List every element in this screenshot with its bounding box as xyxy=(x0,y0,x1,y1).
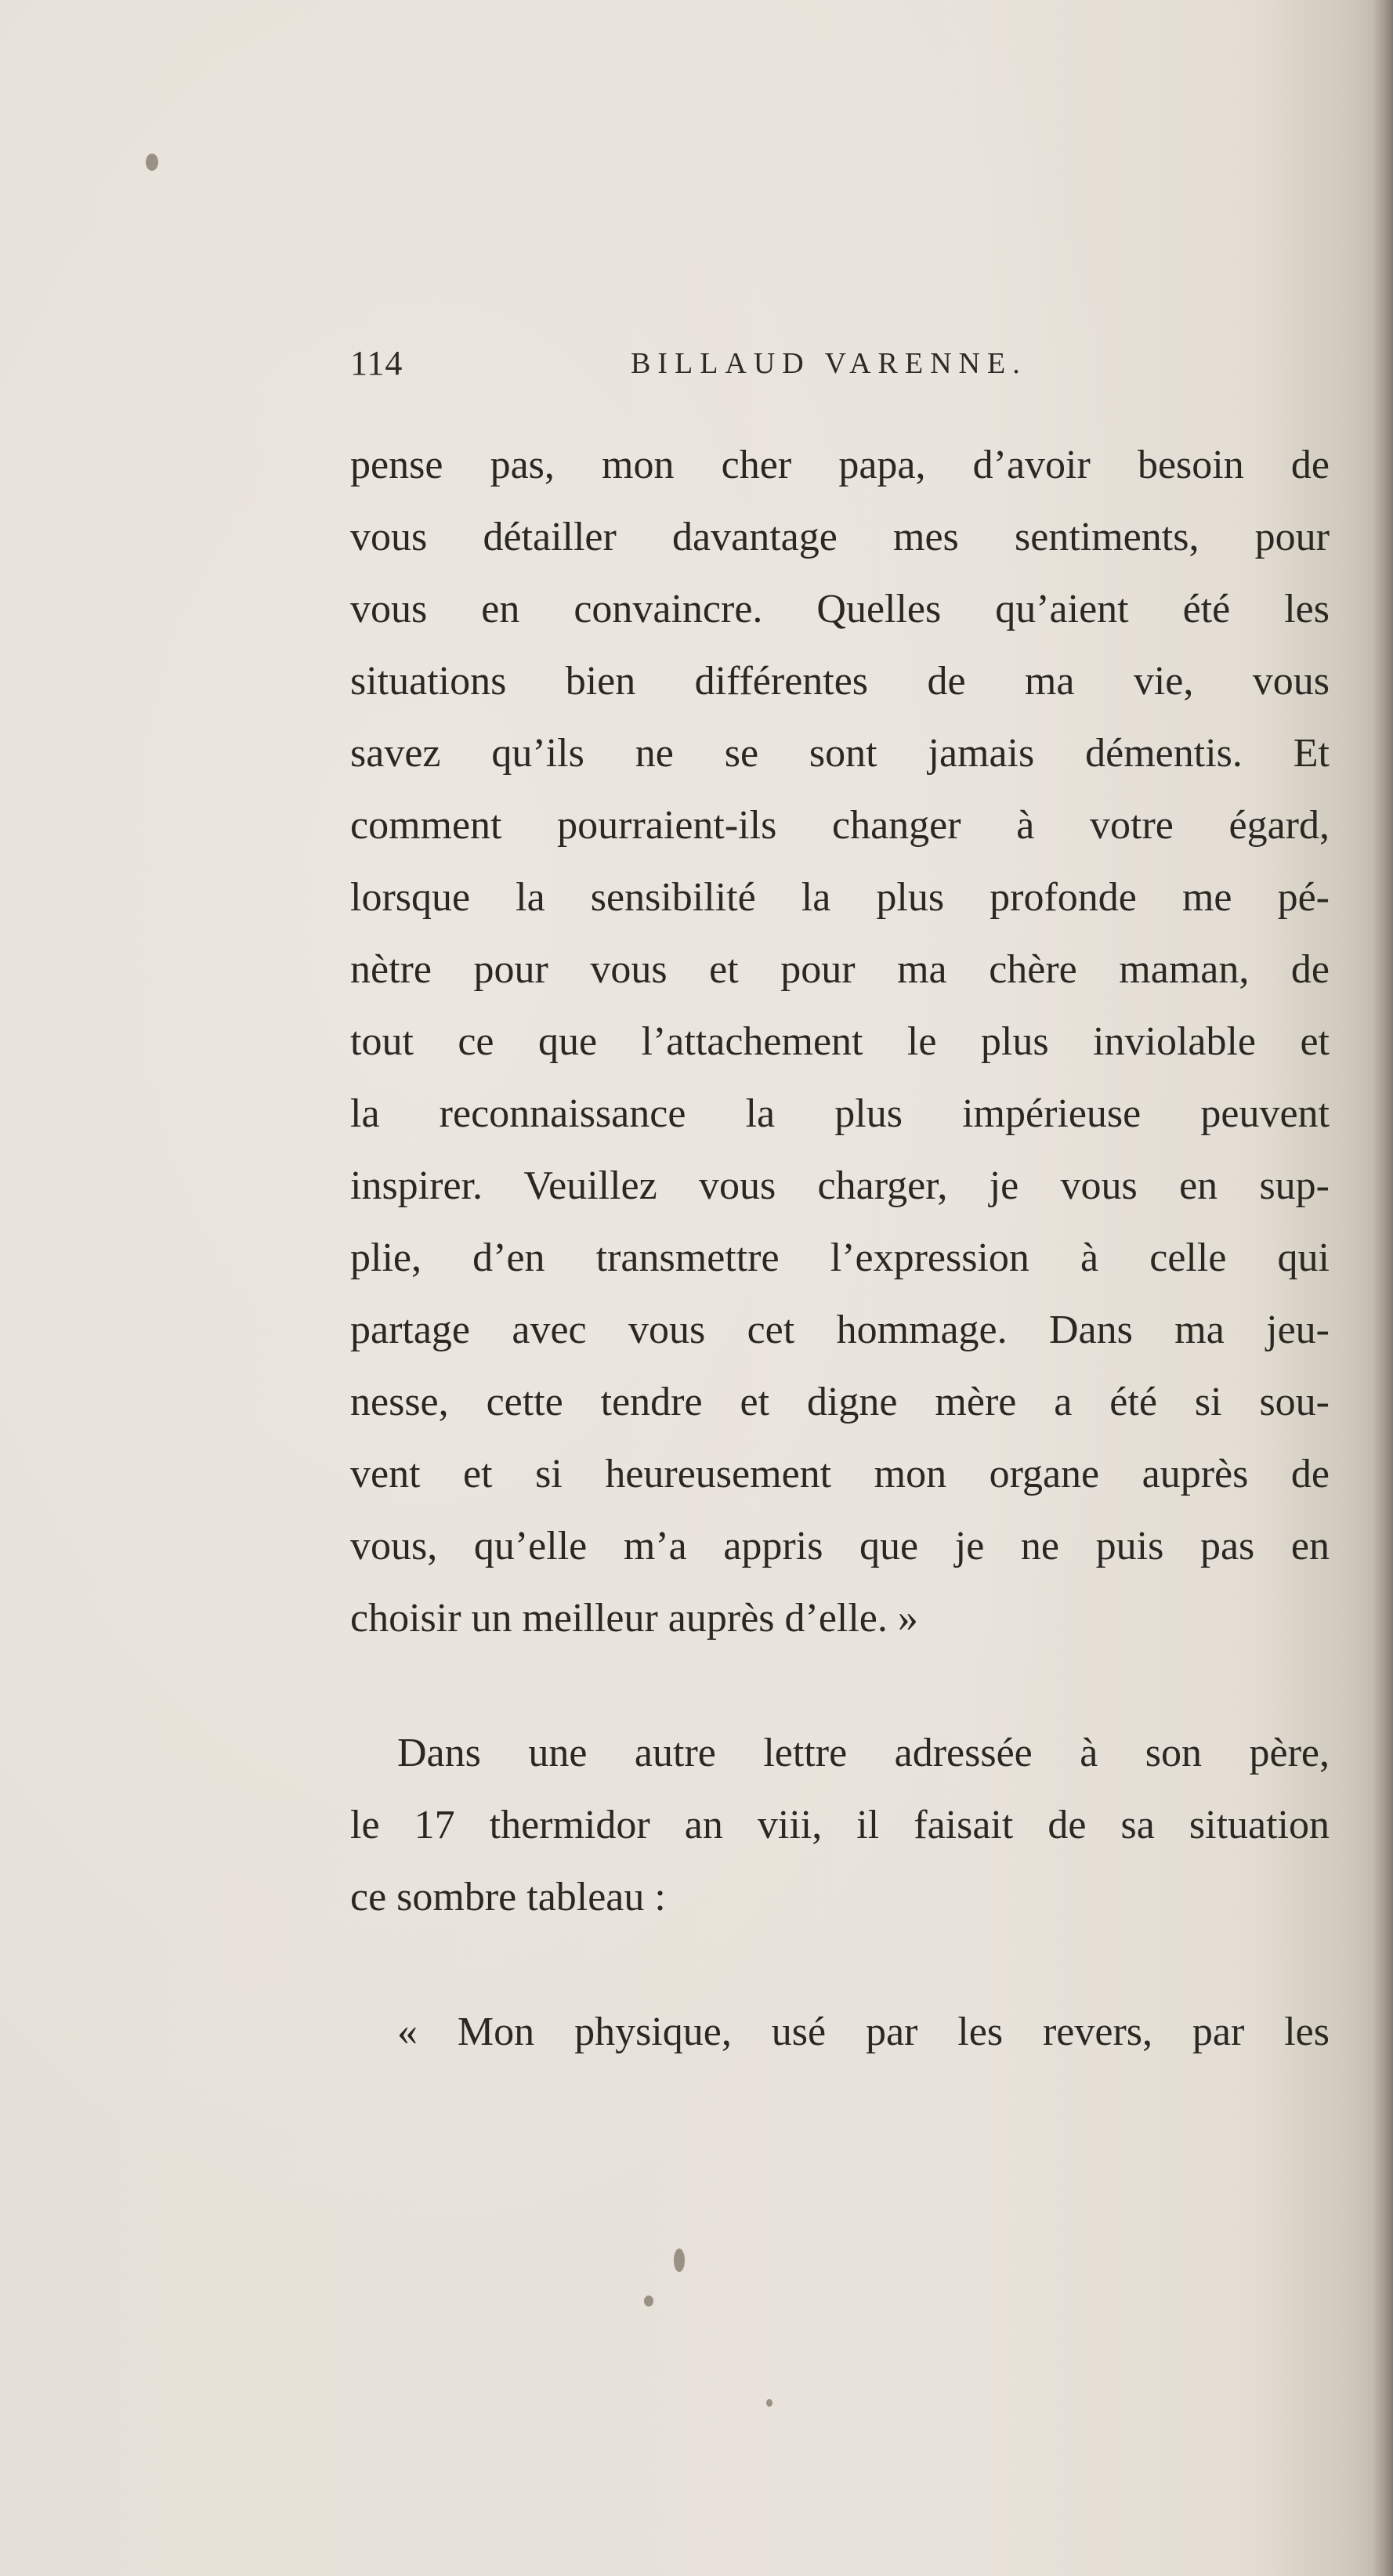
text-line: savez qu’ils ne se sont jamais démentis. Et xyxy=(350,731,1330,776)
ink-spot xyxy=(644,2296,653,2306)
text-line: « Mon physique, usé par les revers, par les xyxy=(397,2010,1330,2054)
text-line: nètre pour vous et pour ma chère maman, de xyxy=(350,947,1330,992)
paragraph-narration xyxy=(350,1717,1330,1934)
text-line: lorsque la sensibilité la plus profonde me pé- xyxy=(350,875,1330,920)
page-number: 114 xyxy=(350,344,403,382)
text-line: ce sombre tableau : xyxy=(350,1875,666,1919)
paragraph-quote-start xyxy=(350,1996,1330,2068)
text-line: nesse, cette tendre et digne mère a été si sou- xyxy=(350,1380,1330,1424)
ink-spot xyxy=(146,154,158,171)
text-line: plie, d’en transmettre l’expression à celle qui xyxy=(350,1236,1330,1280)
text-line: choisir un meilleur auprès d’elle. » xyxy=(350,1596,918,1641)
running-title: BILLAUD VARENNE. xyxy=(631,347,1027,380)
page-edge-shadow xyxy=(1373,0,1393,2576)
text-line: pense pas, mon cher papa, d’avoir besoin de xyxy=(350,443,1330,487)
text-line: la reconnaissance la plus impérieuse peuvent xyxy=(350,1091,1330,1136)
text-line: vent et si heureusement mon organe auprès de xyxy=(350,1452,1330,1496)
text-line: le 17 thermidor an viii, il faisait de sa situation xyxy=(350,1803,1330,1847)
paragraph-gap xyxy=(350,1934,1330,1996)
text-line: Dans une autre lettre adressée à son père, xyxy=(397,1731,1330,1775)
text-line: vous en convaincre. Quelles qu’aient été les xyxy=(350,587,1330,631)
text-line: inspirer. Veuillez vous charger, je vous en sup- xyxy=(350,1163,1330,1208)
text-line: partage avec vous cet hommage. Dans ma jeu- xyxy=(350,1308,1330,1352)
paragraph-gap xyxy=(350,1655,1330,1717)
running-header xyxy=(350,343,1330,390)
body-text xyxy=(350,429,1330,2068)
text-line: vous, qu’elle m’a appris que je ne puis pas en xyxy=(350,1524,1330,1568)
text-line: vous détailler davantage mes sentiments, pour xyxy=(350,515,1330,559)
ink-spot xyxy=(674,2249,685,2272)
paragraph-letter-continuation xyxy=(350,429,1330,1655)
text-line: tout ce que l’attachement le plus inviolable et xyxy=(350,1019,1330,1064)
text-line: situations bien différentes de ma vie, vous xyxy=(350,659,1330,704)
text-line: comment pourraient-ils changer à votre égard, xyxy=(350,803,1330,848)
ink-spot xyxy=(766,2399,772,2407)
